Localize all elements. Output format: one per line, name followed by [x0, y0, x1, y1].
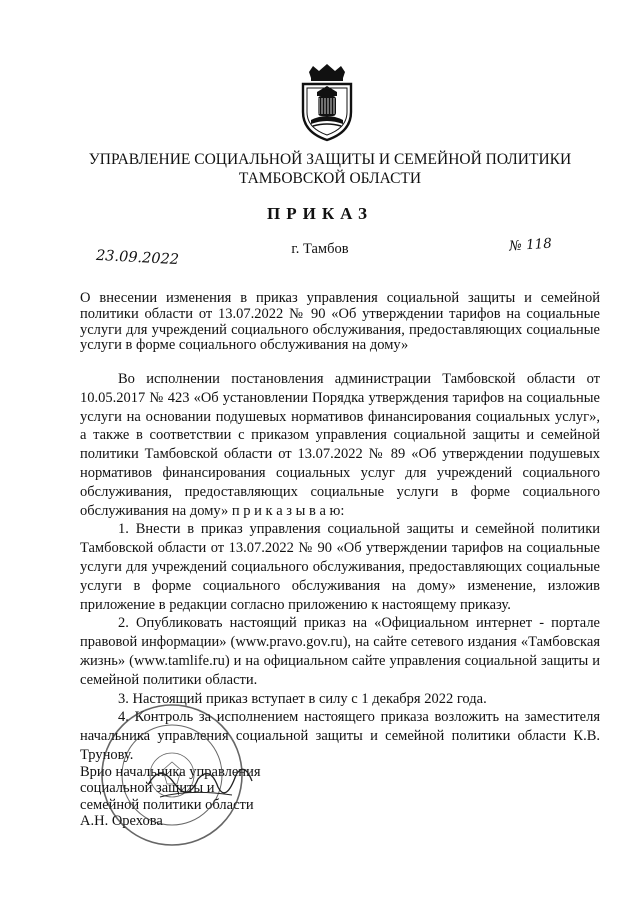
- order-body: [80, 370, 600, 765]
- signature-block: [80, 764, 261, 830]
- organization-name-line2: ТАМБОВСКОЙ ОБЛАСТИ: [238, 170, 422, 187]
- city-label: г. Тамбов: [291, 241, 349, 257]
- signer-position-line3: семейной политики области: [80, 796, 254, 813]
- signer-name: А.Н. Орехова: [80, 813, 163, 830]
- signer-position-line2: социальной защиты и: [80, 780, 215, 797]
- handwritten-date: 23.09.2022: [95, 247, 180, 269]
- preamble-paragraph: Во исполнении постановления администрации Тамбовской области от 10.05.2017 № 423 «Об установлении Порядка утверждения тарифов на социальные услуги на основании подушевых нормативов финансирования социальных услуг», а также в соответствии с приказом управления социальной защиты и семейной политики Тамбовской области от 13.07.2022 № 89 «Об утверждении подушевых нормативов финансирования социальных услуг для учреждений социального обслуживания, предоставляющих социальные услуги в форме социального обслуживания на дому» п р и к а з ы в а ю:: [80, 371, 600, 519]
- handwritten-number: № 118: [508, 235, 553, 255]
- tambov-coat-of-arms-icon: [295, 62, 359, 142]
- document-type-title: ПРИКАЗ: [267, 204, 373, 223]
- signer-position-line1: Врио начальника управления: [80, 764, 261, 780]
- organization-name: [60, 150, 600, 188]
- clause-2: 2. Опубликовать настоящий приказ на «Официальном интернет - портале правовой информации» (www.pravo.gov.ru), на сайте сетевого издания «Тамбовская жизнь» (www.tamlife.ru) и на официальном сайте управления социальной защиты и семейной политики области.: [80, 615, 600, 688]
- order-subject: О внесении изменения в приказ управления социальной защиты и семейной политики области от 13.07.2022 № 90 «Об утверждении тарифов на социальные услуги для учреждений социального обслуживания, предоставляющих социальные услуги в форме социального обслуживания на дому»: [80, 290, 600, 354]
- clause-3: 3. Настоящий приказ вступает в силу с 1 декабря 2022 года.: [118, 690, 487, 707]
- organization-name-line1: УПРАВЛЕНИЕ СОЦИАЛЬНОЙ ЗАЩИТЫ И СЕМЕЙНОЙ ПОЛИТИКИ: [88, 151, 572, 168]
- clause-1: 1. Внести в приказ управления социальной защиты и семейной политики Тамбовской области от 13.07.2022 № 90 «Об утверждении тарифов на социальные услуги для учреждений социального обслуживания, предоставляющих социальные услуги в форме социального обслуживания на дому» изменение, изложив приложение в редакции согласно приложению к настоящему приказу.: [80, 521, 600, 613]
- clause-4: 4. Контроль за исполнением настоящего приказа возложить на заместителя начальника управления социальной защиты и семейной политики области К.В. Трунову.: [80, 709, 600, 763]
